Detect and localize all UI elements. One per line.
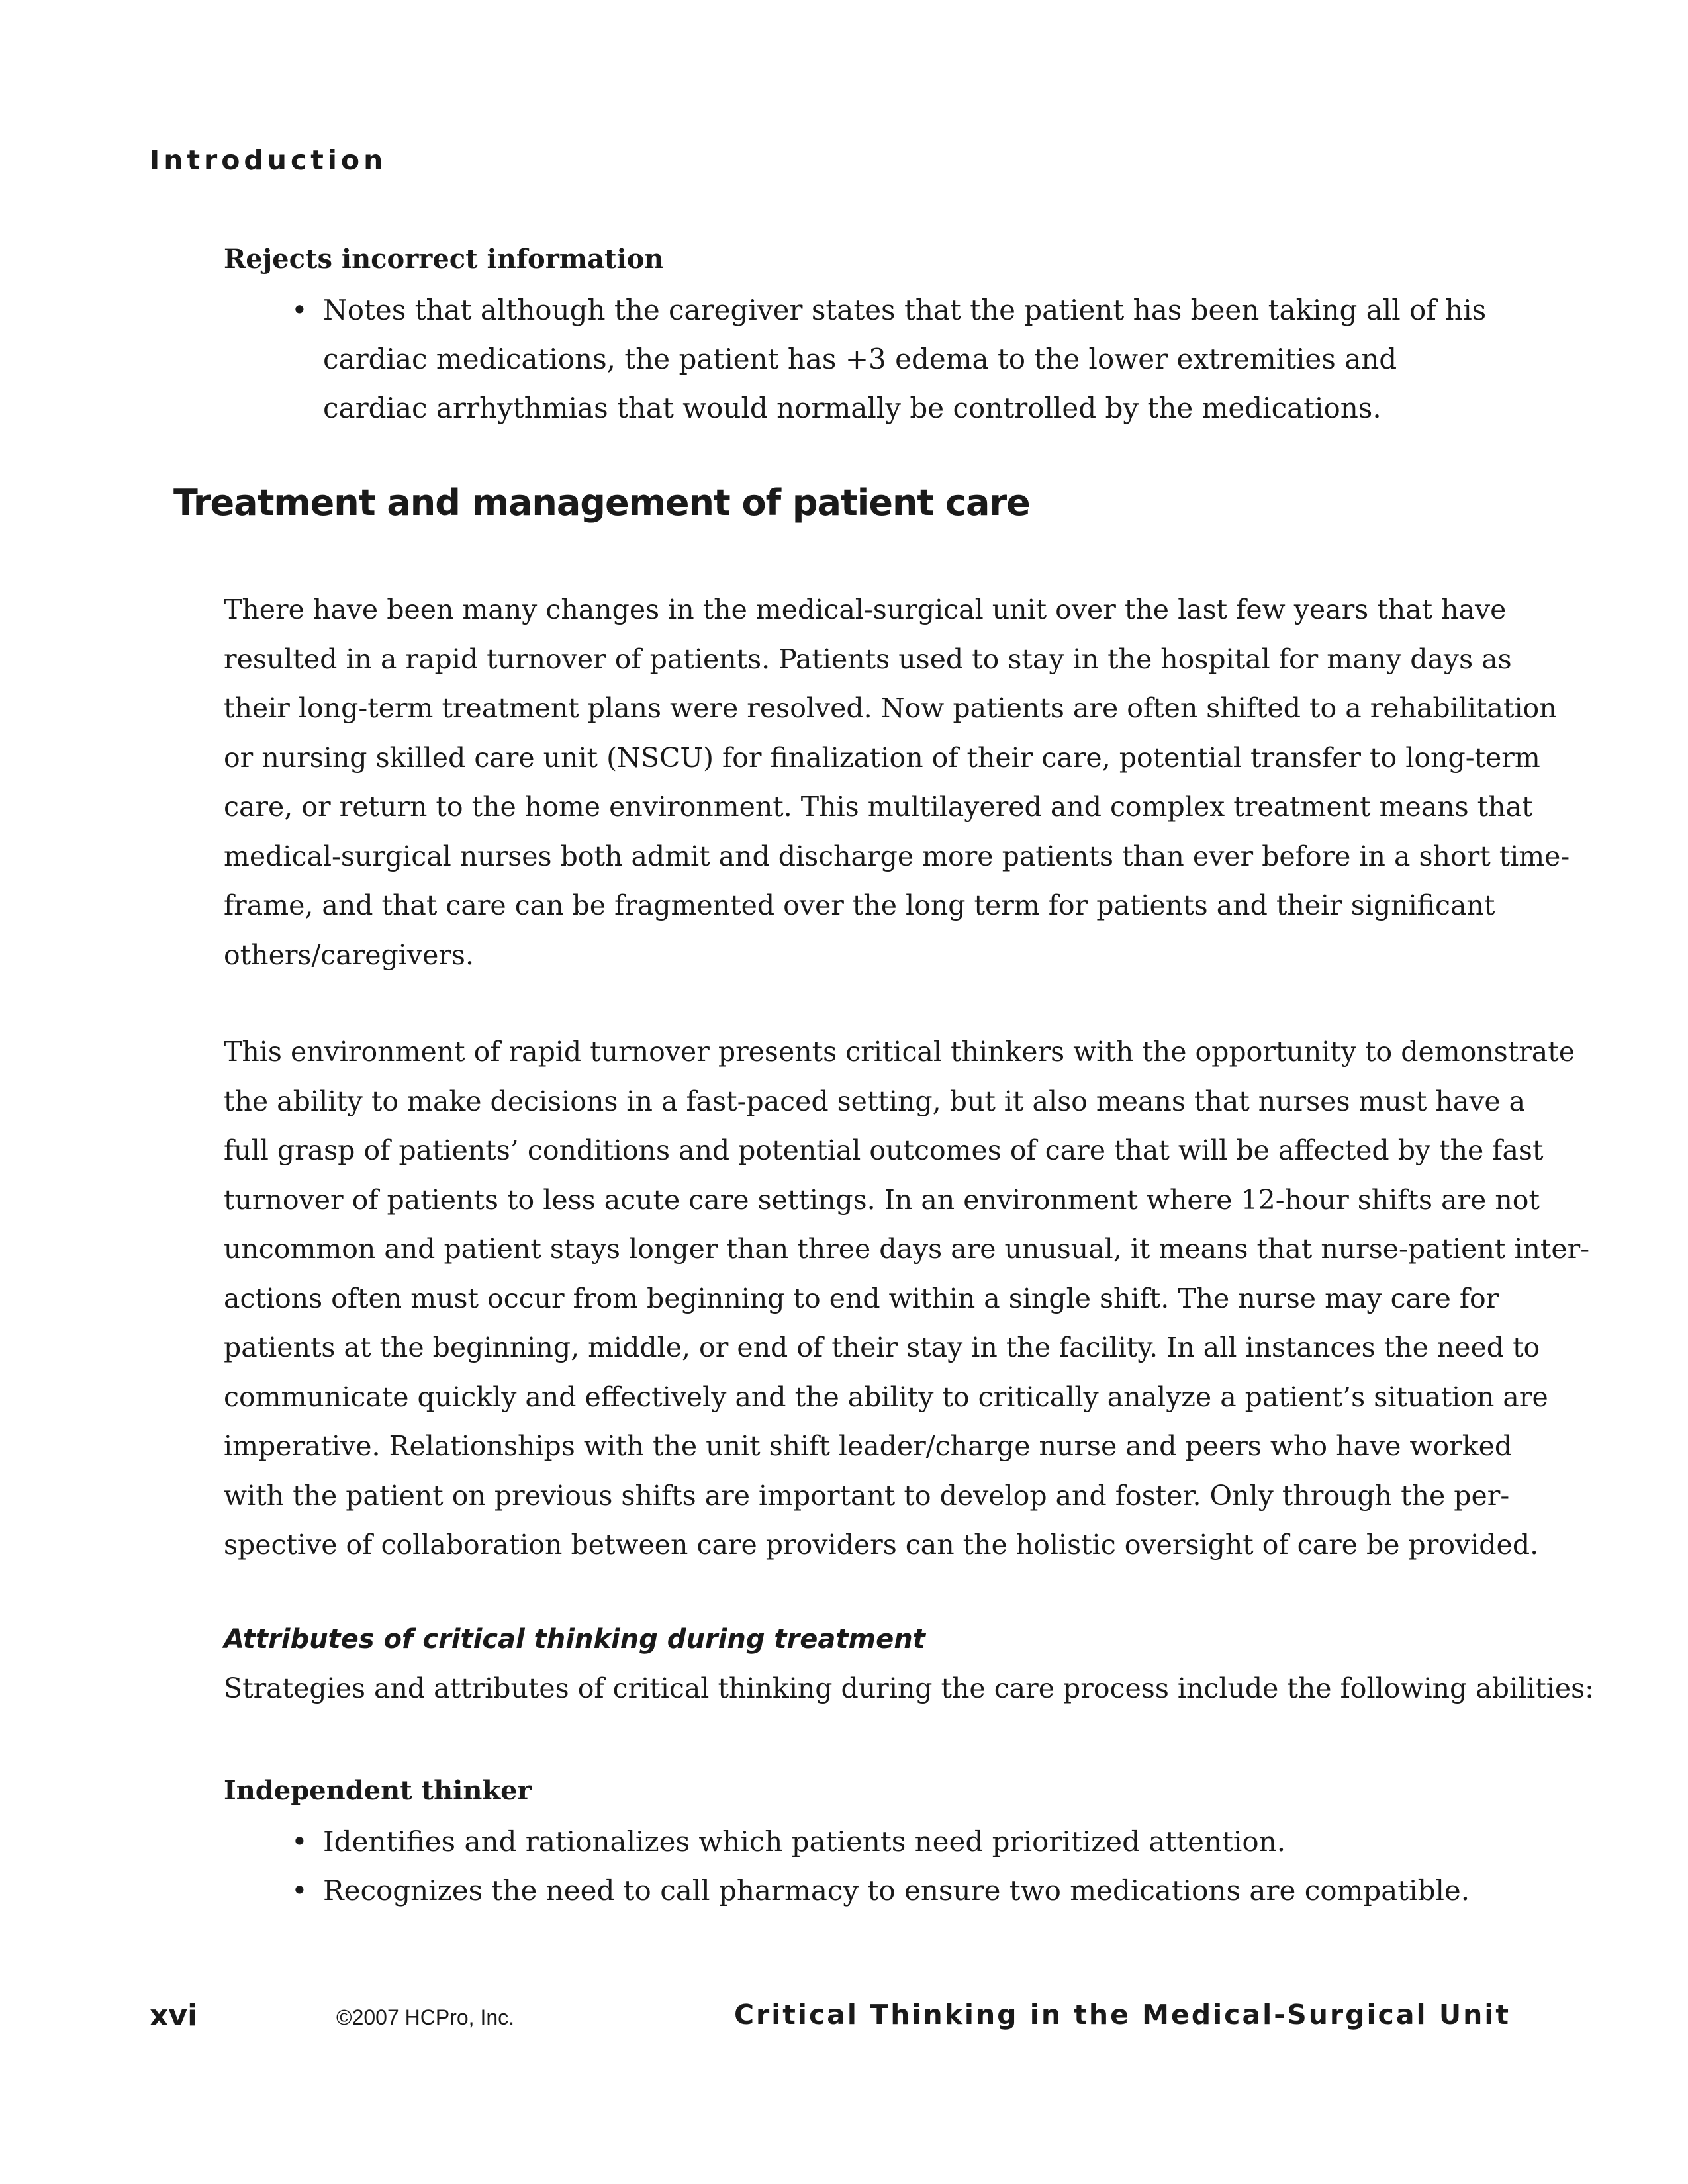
paragraph-line: imperative. Relationships with the unit shift leader/charge nurse and peers who have worked [224, 1430, 1513, 1462]
independent-heading: Independent thinker [224, 1775, 532, 1806]
paragraph-line: There have been many changes in the medical-surgical unit over the last few years that have [224, 594, 1507, 625]
subsection-heading: Attributes of critical thinking during treatment [224, 1624, 925, 1655]
paragraph-line: Strategies and attributes of critical thinking during the care process include the following abilities: [224, 1672, 1594, 1704]
section-heading: Treatment and management of patient care [173, 482, 1030, 523]
bullet-icon: • [291, 1874, 308, 1907]
paragraph-line: patients at the beginning, middle, or end of their stay in the facility. In all instances the need to [224, 1332, 1540, 1363]
bullet-icon: • [291, 1825, 308, 1858]
paragraph-line: their long-term treatment plans were resolved. Now patients are often shifted to a rehabilitation [224, 692, 1557, 724]
paragraph-line: with the patient on previous shifts are important to develop and foster. Only through the per- [224, 1479, 1510, 1512]
paragraph-line: the ability to make decisions in a fast-paced setting, but it also means that nurses must have a [224, 1085, 1526, 1117]
paragraph-2 [224, 1027, 1590, 1570]
paragraph-line: care, or return to the home environment. This multilayered and complex treatment means that [224, 791, 1533, 823]
copyright: ©2007 HCPro, Inc. [336, 2005, 515, 2029]
paragraph-line: This environment of rapid turnover presents critical thinkers with the opportunity to demonstrate [224, 1036, 1575, 1068]
paragraph-line: spective of collaboration between care providers can the holistic oversight of care be provided. [224, 1529, 1539, 1561]
paragraph-line: resulted in a rapid turnover of patients. Patients used to stay in the hospital for many days as [224, 643, 1512, 675]
bullet-text: Recognizes the need to call pharmacy to ensure two medications are compatible. [323, 1874, 1470, 1907]
independent-bullet-list [291, 1817, 1509, 1915]
list-item [291, 286, 1509, 433]
paragraph-line: or nursing skilled care unit (NSCU) for finalization of their care, potential transfer to long-term [224, 741, 1540, 774]
rejects-heading: Rejects incorrect information [224, 244, 664, 275]
list-item [291, 1817, 1509, 1866]
rejects-bullet-list [291, 286, 1509, 433]
paragraph-line: turnover of patients to less acute care settings. In an environment where 12-hour shifts are not [224, 1183, 1540, 1216]
paragraph-line: actions often must occur from beginning to end within a single shift. The nurse may care for [224, 1282, 1499, 1314]
bullet-icon: • [291, 294, 308, 326]
page-number: xvi [150, 1999, 198, 2032]
paragraph-line: frame, and that care can be fragmented over the long term for patients and their significant [224, 889, 1495, 921]
attributes-intro [224, 1664, 1594, 1713]
running-head: Introduction [150, 144, 387, 176]
list-item [291, 1866, 1509, 1915]
paragraph-line: communicate quickly and effectively and the ability to critically analyze a patient’s situation are [224, 1381, 1548, 1413]
bullet-text: Notes that although the caregiver states that the patient has been taking all of his cardiac medications, the patient has +3 edema to the lower extremities and cardiac arrhythmias that would normally be controlled by the medications. [323, 294, 1487, 424]
paragraph-line: medical-surgical nurses both admit and discharge more patients than ever before in a short time- [224, 840, 1570, 872]
bullet-text: Identifies and rationalizes which patients need prioritized attention. [323, 1825, 1286, 1858]
paragraph-line: others/caregivers. [224, 938, 475, 971]
paragraph-1 [224, 585, 1570, 979]
book-title: Critical Thinking in the Medical-Surgical Unit [733, 1999, 1511, 2030]
paragraph-line: uncommon and patient stays longer than three days are unusual, it means that nurse-patient inter- [224, 1233, 1590, 1265]
paragraph-line: full grasp of patients’ conditions and potential outcomes of care that will be affected by the fast [224, 1134, 1544, 1166]
